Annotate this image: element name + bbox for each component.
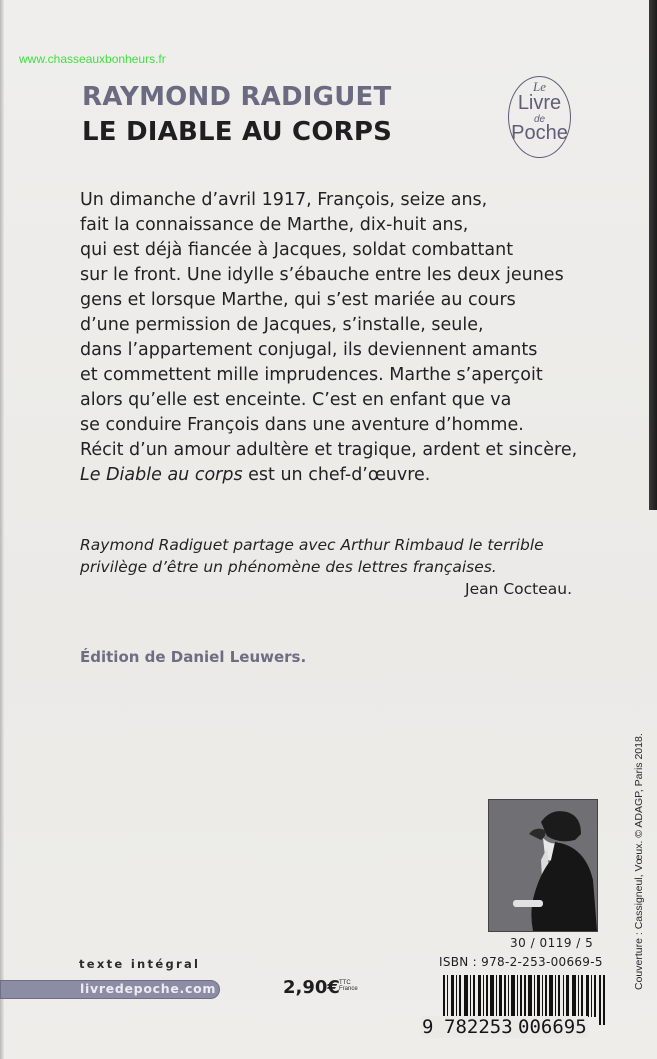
publisher-logo [508, 76, 571, 158]
summary-line: qui est déjà fiancée à Jacques, soldat combattant [80, 240, 514, 260]
price-note-ttc: TTC [339, 980, 351, 986]
summary-line: fait la connaissance de Marthe, dix-huit ans, [80, 215, 469, 235]
summary-line: gens et lorsque Marthe, qui s’est mariée au cours [80, 290, 516, 310]
book-summary [80, 188, 620, 488]
summary-line: Récit d’un amour adultère et tragique, ardent et sincère, [80, 440, 578, 460]
quote-line: Raymond Radiguet partage avec Arthur Rimbaud le terrible [80, 536, 544, 554]
summary-line: Un dimanche d’avril 1917, François, seize ans, [80, 190, 488, 210]
price: 2,90€ [283, 977, 340, 998]
cover-illustration-thumbnail [488, 799, 598, 932]
critic-quote [80, 534, 620, 578]
logo-livre: Livre [517, 92, 562, 114]
barcode-digit-first: 9 [422, 1016, 434, 1038]
quote-author: Jean Cocteau. [465, 580, 573, 598]
publisher-website-link[interactable]: livredepoche.com [80, 981, 217, 996]
summary-line: dans l’appartement conjugal, ils deviennent amants [80, 340, 538, 360]
cover-right-shadow [649, 0, 657, 510]
summary-last-line [80, 463, 620, 488]
product-reference: 30 / 0119 / 5 [510, 936, 594, 950]
illustration-man-in-bowler-hat-icon [489, 800, 597, 931]
author-name: RAYMOND RADIGUET [82, 82, 392, 112]
isbn: ISBN : 978-2-253-00669-5 [439, 955, 603, 969]
texte-integral-label: texte intégral [79, 957, 201, 971]
publisher-website-badge[interactable] [0, 980, 220, 999]
summary-line: sur le front. Une idylle s’ébauche entre les deux jeunes [80, 265, 564, 285]
price-note [339, 980, 358, 992]
price-note-france: France [339, 986, 358, 992]
cover-copyright: Couverture : Cassigneul, Vœux. © ADAGP, Paris 2018. [633, 733, 645, 990]
logo-poche: Poche [511, 122, 568, 144]
barcode-digit-group-2: 006695 [518, 1016, 587, 1038]
watermark-link[interactable]: www.chasseauxbonheurs.fr [19, 52, 166, 66]
book-title: LE DIABLE AU CORPS [82, 117, 393, 147]
barcode-digits [421, 1016, 588, 1038]
logo-le: Le [533, 79, 546, 94]
summary-last-line-rest: est un chef-d’œuvre. [242, 465, 431, 485]
cover-left-edge [0, 0, 4, 1059]
summary-line: et commettent mille imprudences. Marthe s’aperçoit [80, 365, 543, 385]
quote-line: privilège d’être un phénomène des lettres françaises. [80, 558, 497, 576]
logo-de: de [533, 114, 546, 125]
barcode-digit-group-1: 782253 [444, 1016, 513, 1038]
summary-line: alors qu’elle est enceinte. C’est en enfant que va [80, 390, 512, 410]
summary-line: se conduire François dans une aventure d’homme. [80, 415, 524, 435]
summary-title-italic: Le Diable au corps [80, 465, 243, 485]
edition-credit: Édition de Daniel Leuwers. [80, 648, 307, 666]
summary-line: d’une permission de Jacques, s’installe, seule, [80, 315, 484, 335]
